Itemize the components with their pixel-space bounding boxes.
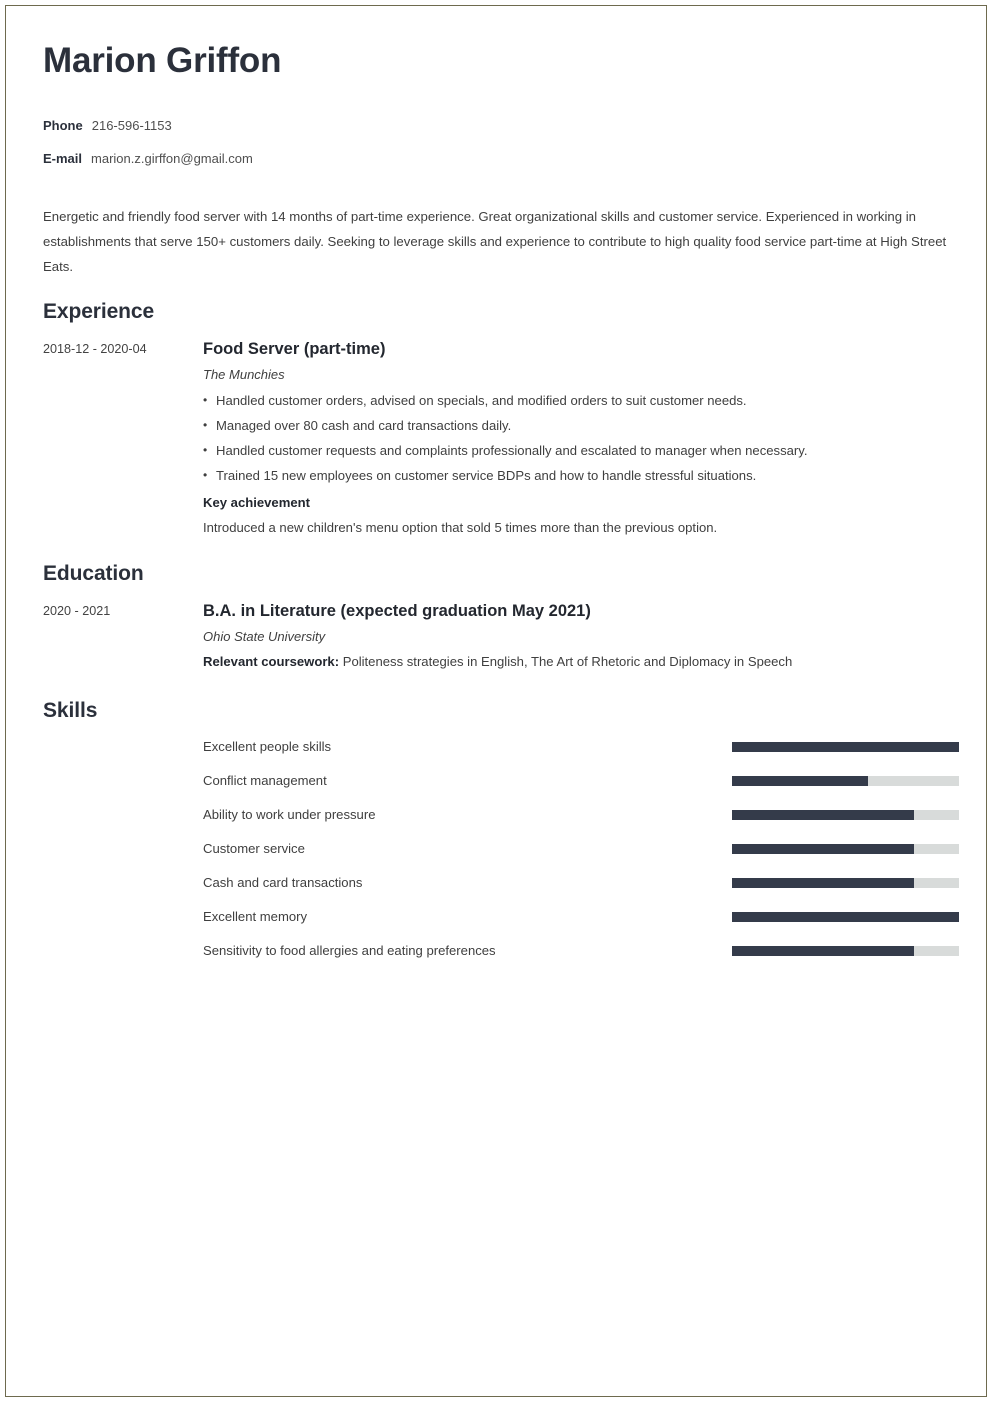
education-school: Ohio State University [203, 628, 326, 644]
skill-row [203, 806, 959, 840]
experience-details [203, 339, 958, 540]
skill-rating-track [732, 776, 959, 786]
key-achievement-label: Key achievement [203, 494, 310, 510]
experience-bullet-list [203, 388, 958, 488]
skill-row [203, 942, 959, 976]
education-coursework [203, 650, 958, 674]
contact-email [43, 151, 253, 166]
skill-rating-fill [732, 776, 868, 786]
experience-company: The Munchies [203, 366, 285, 382]
list-item: • Trained 15 new employees on customer service BDPs and how to handle stressful situations. [203, 463, 958, 488]
skill-row [203, 874, 959, 908]
skill-label: Cash and card transactions [203, 875, 363, 890]
email-label: E-mail [43, 151, 83, 166]
education-details [203, 601, 958, 674]
page-title: Marion Griffon [43, 41, 282, 80]
skills-list [203, 738, 959, 976]
experience-entry [43, 339, 958, 540]
skill-label: Excellent memory [203, 909, 308, 924]
skill-rating-track [732, 844, 959, 854]
skill-rating-fill [732, 844, 914, 854]
skill-rating-fill [732, 810, 914, 820]
phone-label: Phone [43, 118, 83, 133]
skill-rating-fill [732, 742, 959, 752]
experience-date-range: 2018-12 - 2020-04 [43, 342, 147, 356]
section-heading-skills: Skills [43, 699, 98, 722]
skill-rating-track [732, 946, 959, 956]
education-entry [43, 601, 958, 674]
skill-rating-track [732, 742, 959, 752]
summary-paragraph: Energetic and friendly food server with 14 months of part-time experience. Great organizational skills and customer service. Experienced in working in establishments that serve 150+ customers daily. Seeking to leverage skills and experience to contribute to high quality food service part-time at High Street Eats. [43, 209, 947, 274]
resume-page [5, 5, 987, 1397]
skill-label: Ability to work under pressure [203, 807, 376, 822]
coursework-label: Relevant coursework: [203, 653, 340, 669]
skill-label: Conflict management [203, 773, 327, 788]
phone-value: 216-596-1153 [91, 118, 172, 133]
skill-row [203, 738, 959, 772]
education-degree: B.A. in Literature (expected graduation May 2021) [203, 602, 591, 620]
skill-rating-track [732, 878, 959, 888]
skill-rating-track [732, 912, 959, 922]
email-value: marion.z.girffon@gmail.com [91, 151, 253, 166]
experience-job-title: Food Server (part-time) [203, 340, 386, 358]
skill-row [203, 772, 959, 806]
skill-label: Sensitivity to food allergies and eating preferences [203, 943, 496, 958]
skill-row [203, 840, 959, 874]
skill-rating-fill [732, 912, 959, 922]
skill-rating-fill [732, 946, 914, 956]
coursework-text: Politeness strategies in English, The Art of Rhetoric and Diplomacy in Speech [339, 653, 793, 669]
resume-content [6, 6, 988, 1398]
key-achievement-text: Introduced a new children's menu option that sold 5 times more than the previous option. [203, 519, 718, 535]
list-item: • Handled customer orders, advised on specials, and modified orders to suit customer needs. [203, 388, 958, 413]
section-heading-experience: Experience [43, 300, 155, 323]
skill-rating-track [732, 810, 959, 820]
list-item: • Handled customer requests and complaints professionally and escalated to manager when necessary. [203, 438, 958, 463]
skill-label: Customer service [203, 841, 305, 856]
section-heading-education: Education [43, 562, 144, 585]
contact-phone [43, 118, 172, 133]
skill-label: Excellent people skills [203, 739, 332, 754]
skill-rating-fill [732, 878, 914, 888]
education-date-range: 2020 - 2021 [43, 604, 111, 618]
skill-row [203, 908, 959, 942]
list-item: • Managed over 80 cash and card transactions daily. [203, 413, 958, 438]
